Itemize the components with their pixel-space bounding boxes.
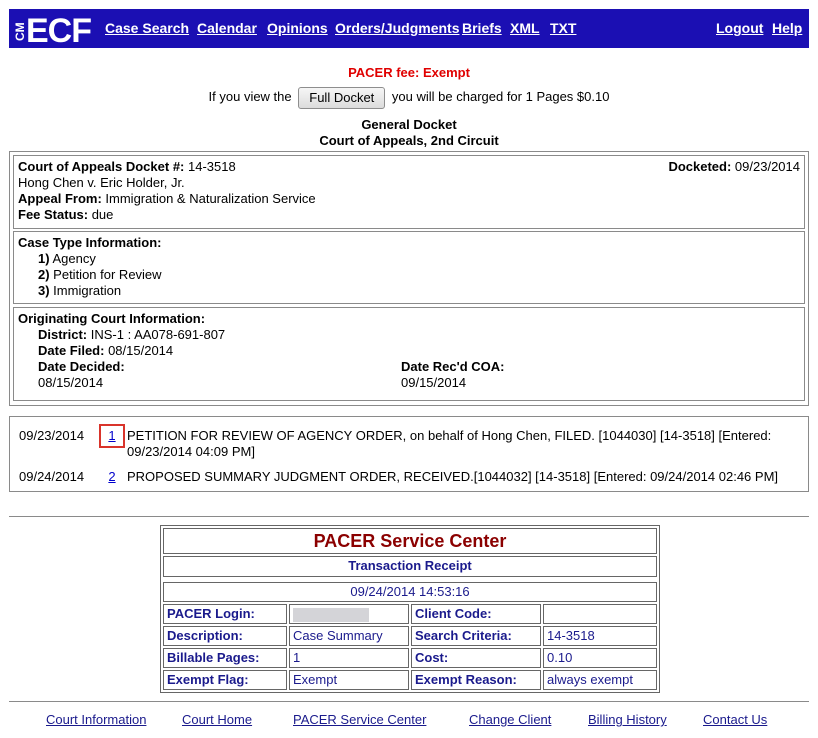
entry-text: PROPOSED SUMMARY JUDGMENT ORDER, RECEIVED.[1044032] [14-3518] [Entered: 09/24/2014 02:46 PM] <box>127 469 779 484</box>
footer-contact-us[interactable]: Contact Us <box>703 712 768 727</box>
charge-text-before: If you view the <box>208 89 292 104</box>
nav-opinions[interactable]: Opinions <box>267 20 328 36</box>
divider <box>9 516 809 517</box>
receipt-title: PACER Service Center <box>163 528 657 554</box>
entry-date: 09/24/2014 <box>19 469 85 484</box>
entry-number-link[interactable]: 2 <box>108 469 116 484</box>
svg-text:ECF: ECF <box>26 12 91 47</box>
docketed-date: 09/23/2014 <box>731 159 800 174</box>
docket-number: 14-3518 <box>184 159 236 174</box>
cost-value: 0.10 <box>543 648 657 668</box>
case-summary-panel <box>13 155 805 229</box>
docket-heading-court: Court of Appeals, 2nd Circuit <box>319 133 499 148</box>
description-label: Description: <box>163 626 287 646</box>
nav-calendar[interactable]: Calendar <box>197 20 257 36</box>
district-value: INS-1 : AA078-691-807 <box>87 327 226 342</box>
top-nav-bar <box>9 9 809 48</box>
charge-notice <box>0 86 818 109</box>
docket-heading-title: General Docket <box>361 117 457 132</box>
footer-court-home[interactable]: Court Home <box>182 712 253 727</box>
footer-change-client[interactable]: Change Client <box>469 712 552 727</box>
search-criteria-value: 14-3518 <box>543 626 657 646</box>
billable-pages-label: Billable Pages: <box>163 648 287 668</box>
entry-date: 09/23/2014 <box>19 428 85 443</box>
docket-number-label: Court of Appeals Docket #: <box>18 159 185 174</box>
nav-briefs[interactable]: Briefs <box>462 20 502 36</box>
entry-text: PETITION FOR REVIEW OF AGENCY ORDER, on behalf of Hong Chen, FILED. [1044030] [14-3518] [Entered: 09/23/2014 04:09 PM] <box>127 428 772 459</box>
login-value <box>289 604 409 624</box>
originating-title: Originating Court Information: <box>18 311 206 326</box>
fee-status-label: Fee Status: <box>18 207 89 222</box>
svg-text:CM: CM <box>13 22 27 41</box>
exempt-reason-label: Exempt Reason: <box>411 670 541 690</box>
fee-status-value: due <box>88 207 114 222</box>
appeal-from-label: Appeal From: <box>18 191 102 206</box>
docket-entries-box <box>9 416 809 492</box>
billable-pages-value: 1 <box>289 648 409 668</box>
date-filed-label: Date Filed: <box>38 343 105 358</box>
district-label: District: <box>38 327 88 342</box>
nav-logout[interactable]: Logout <box>716 20 764 36</box>
full-docket-button[interactable]: Full Docket <box>298 87 385 109</box>
case-info-box <box>9 151 809 406</box>
footer-billing-history[interactable]: Billing History <box>588 712 667 727</box>
divider <box>9 701 809 702</box>
date-filed-value: 08/15/2014 <box>104 343 174 358</box>
cmecf-logo[interactable] <box>11 11 103 47</box>
footer-pacer-service-center[interactable]: PACER Service Center <box>293 712 427 727</box>
case-type-item: 3) Immigration <box>38 283 122 298</box>
redacted-login <box>293 608 369 622</box>
nav-help[interactable]: Help <box>772 20 803 36</box>
exempt-flag-value: Exempt <box>289 670 409 690</box>
appeal-from-value: Immigration & Naturalization Service <box>101 191 316 206</box>
nav-orders-judgments[interactable]: Orders/Judgments <box>335 20 460 36</box>
client-code-value <box>543 604 657 624</box>
date-decided-value: 08/15/2014 <box>38 375 104 390</box>
case-type-panel <box>13 231 805 304</box>
originating-court-panel <box>13 307 805 401</box>
docket-heading <box>0 117 818 149</box>
case-caption: Hong Chen v. Eric Holder, Jr. <box>18 175 185 190</box>
case-type-title: Case Type Information: <box>18 235 162 250</box>
footer-court-information[interactable]: Court Information <box>46 712 147 727</box>
date-recd-value: 09/15/2014 <box>401 375 467 390</box>
receipt-subtitle: Transaction Receipt <box>163 556 657 577</box>
login-label: PACER Login: <box>163 604 287 624</box>
docketed-label: Docketed: <box>668 159 732 174</box>
description-value: Case Summary <box>289 626 409 646</box>
case-type-item: 2) Petition for Review <box>38 267 162 282</box>
search-criteria-label: Search Criteria: <box>411 626 541 646</box>
cost-label: Cost: <box>411 648 541 668</box>
exempt-reason-value: always exempt <box>543 670 657 690</box>
case-type-item: 1) Agency <box>38 251 96 266</box>
nav-xml[interactable]: XML <box>510 20 540 36</box>
pacer-fee-status: PACER fee: Exempt <box>348 65 470 80</box>
exempt-flag-label: Exempt Flag: <box>163 670 287 690</box>
date-decided-label: Date Decided: <box>38 359 125 374</box>
charge-text-after: you will be charged for 1 Pages $0.10 <box>391 89 610 104</box>
pacer-receipt-table <box>160 525 660 693</box>
client-code-label: Client Code: <box>411 604 541 624</box>
date-recd-label: Date Rec'd COA: <box>401 359 505 374</box>
receipt-timestamp: 09/24/2014 14:53:16 <box>163 582 657 602</box>
nav-case-search[interactable]: Case Search <box>105 20 190 36</box>
entry-number-link[interactable]: 1 <box>99 424 125 448</box>
nav-txt[interactable]: TXT <box>550 20 577 36</box>
